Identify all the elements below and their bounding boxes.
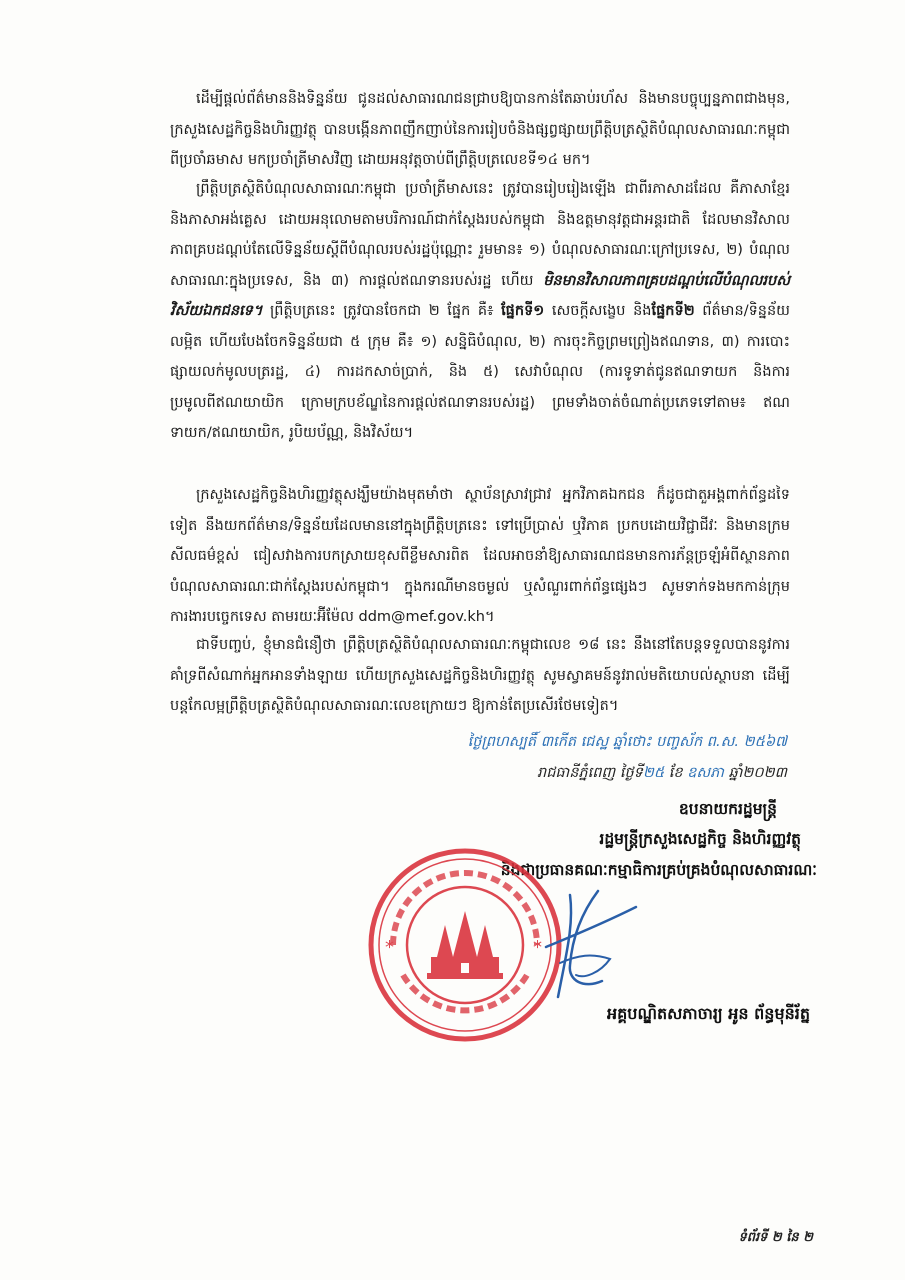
signer-title-minister: រដ្ឋមន្ត្រីក្រសួងសេដ្ឋកិច្ច និងហិរញ្ញវត្ថុ (599, 830, 801, 848)
signer-title-deputy-pm: ឧបនាយករដ្ឋមន្ត្រី (678, 800, 777, 818)
solar-date (537, 764, 787, 785)
part-one-label: ផ្នែកទី១ (501, 303, 545, 319)
signer-title-chair: និងជាប្រធានគណៈកម្មាធិការគ្រប់គ្រងបំណុលសាធារណៈ (500, 861, 817, 879)
part-two-label: ផ្នែកទី២ (651, 303, 695, 319)
scope-emphasis: មិនមានវិសាលភាពគ្របដណ្តប់លើបំណុលរបស់វិស័យឯកជនទេ។ (170, 272, 790, 319)
solar-date-prefix: រាជធានីភ្នំពេញ ថ្ងៃទី (537, 765, 643, 781)
page-number: ទំព័រទី ២ នៃ ២ (738, 1230, 813, 1245)
scope-text-g: ព័ត៌មាន/ទិន្នន័យលម្អិត ហើយបែងចែកទិន្នន័យជា ៥ ក្រុម គឺ៖ ១) សន្និធិបំណុល, ២) ការចុះកិច្ចព្រមព្រៀងឥណទាន, ៣) ការបោះផ្សាយលក់មូលបត្ររដ្ឋ, ៤) ការដកសាច់ប្រាក់, និង ៥) សេវាបំណុល (ការទូទាត់ជូនឥណទាយក និងការប្រមូលពីឥណយាយិក ក្រោមក្របខ័ណ្ឌនៃការផ្តល់ឥណទានរបស់រដ្ឋ) ព្រមទាំងចាត់ចំណាត់ប្រភេទទៅតាម៖ ឥណទាយក/ឥណយាយិក, រូបិយប័ណ្ណ, និងវិស័យ។ (170, 303, 790, 441)
solar-date-suffix: ឆ្នាំ២០២៣ (723, 765, 787, 781)
signer-name: អគ្គបណ្ឌិតសភាចារ្យ អូន ព័ន្ធមុនីរ័ត្ន (606, 1004, 810, 1023)
scope-text-e: សេចក្តីសង្ខេប និង (544, 303, 652, 319)
svg-text:*: * (533, 937, 542, 958)
paragraph-intro: ដើម្បីផ្តល់ព័ត៌មាននិងទិន្នន័យ ជូនដល់សាធារណជនជ្រាបឱ្យបានកាន់តែឆាប់រហ័ស និងមានបច្ចុប្បន្នភាពជាងមុន, ក្រសួងសេដ្ឋកិច្ចនិងហិរញ្ញវត្ថុ បានបង្កើនភាពញឹកញាប់នៃការរៀបចំនិងផ្សព្វផ្សាយព្រឹត្តិបត្រស្ថិតិបំណុលសាធារណៈកម្ពុជា ពីប្រចាំឆមាស មកប្រចាំត្រីមាសវិញ ដោយអនុវត្តចាប់ពីព្រឹត្តិបត្រលេខទី១៤ មក។ (170, 91, 790, 168)
solar-date-month: ឧសភា (687, 765, 724, 781)
ministry-seal-icon (365, 845, 565, 1045)
lunar-date: ថ្ងៃព្រហស្បតិ៍ ៣កើត ជេស្ឋ ឆ្នាំថោះ បញ្ចស័ក ព.ស. ២៥៦៧ (467, 734, 787, 750)
scope-text-c: ព្រឹត្តិបត្រនេះ ត្រូវបានចែកជា ២ ផ្នែក គឺ៖ (262, 303, 502, 319)
handwritten-signature-icon (540, 885, 650, 1005)
solar-date-mid: ខែ (664, 765, 688, 781)
svg-text:*: * (385, 937, 394, 958)
paragraph-usage: ក្រសួងសេដ្ឋកិច្ចនិងហិរញ្ញវត្ថុសង្ឃឹមយ៉ាងមុតមាំថា ស្ថាប័នស្រាវជ្រាវ អ្នកវិភាគឯកជន ក៏ដូចជាតួអង្គពាក់ព័ន្ធដទៃទៀត នឹងយកព័ត៌មាន/ទិន្នន័យដែលមាននៅក្នុងព្រឹត្តិបត្រនេះ ទៅប្រើប្រាស់ ឬវិភាគ ប្រកបដោយវិជ្ជាជីវៈ និងមានក្រមសីលធម៌ខ្ពស់ ជៀសវាងការបកស្រាយខុសពីខ្លឹមសារពិត ដែលអាចនាំឱ្យសាធារណជនមានការភ័ន្តច្រឡំអំពីស្ថានភាពបំណុលសាធារណៈជាក់ស្តែងរបស់កម្ពុជា។ ក្នុងករណីមានចម្ងល់ ឬសំណួរពាក់ព័ន្ធផ្សេងៗ សូមទាក់ទងមកកាន់ក្រុមការងារបច្ចេកទេស តាមរយៈអ៊ីម៉ែល ddm@mef.gov.kh។ (170, 487, 790, 625)
paragraph-scope (170, 174, 790, 449)
paragraph-closing: ជាទីបញ្ចប់, ខ្ញុំមានជំនឿថា ព្រឹត្តិបត្រស្ថិតិបំណុលសាធារណៈកម្ពុជាលេខ ១៨ នេះ នឹងនៅតែបន្តទទួលបាននូវការគាំទ្រពីសំណាក់អ្នកអានទាំងឡាយ ហើយក្រសួងសេដ្ឋកិច្ចនិងហិរញ្ញវត្ថុ សូមស្វាគមន៍នូវរាល់មតិយោបល់ស្ថាបនា ដើម្បីបន្តកែលម្អព្រឹត្តិបត្រស្ថិតិបំណុលសាធារណៈលេខក្រោយៗ ឱ្យកាន់តែប្រសើរថែមទៀត។ (170, 637, 790, 714)
scope-text-a: ព្រឹត្តិបត្រស្ថិតិបំណុលសាធារណៈកម្ពុជា ប្រចាំត្រីមាសនេះ ត្រូវបានរៀបរៀងឡើង ជាពីរភាសាដដែល គឺភាសាខ្មែរ និងភាសាអង់គ្លេស ដោយអនុលោមតាមបរិការណ៍ជាក់ស្តែងរបស់កម្ពុជា និងឧត្តមានុវត្តជាអន្តរជាតិ ដែលមានវិសាលភាពគ្របដណ្តប់តែលើទិន្នន័យស្តីពីបំណុលរបស់រដ្ឋប៉ុណ្ណោះ រួមមាន៖ ១) បំណុលសាធារណៈក្រៅប្រទេស, ២) បំណុលសាធារណៈក្នុងប្រទេស, និង ៣) ការផ្តល់ឥណទានរបស់រដ្ឋ ហើយ (170, 181, 790, 289)
solar-date-day: ២៥ (642, 765, 665, 781)
